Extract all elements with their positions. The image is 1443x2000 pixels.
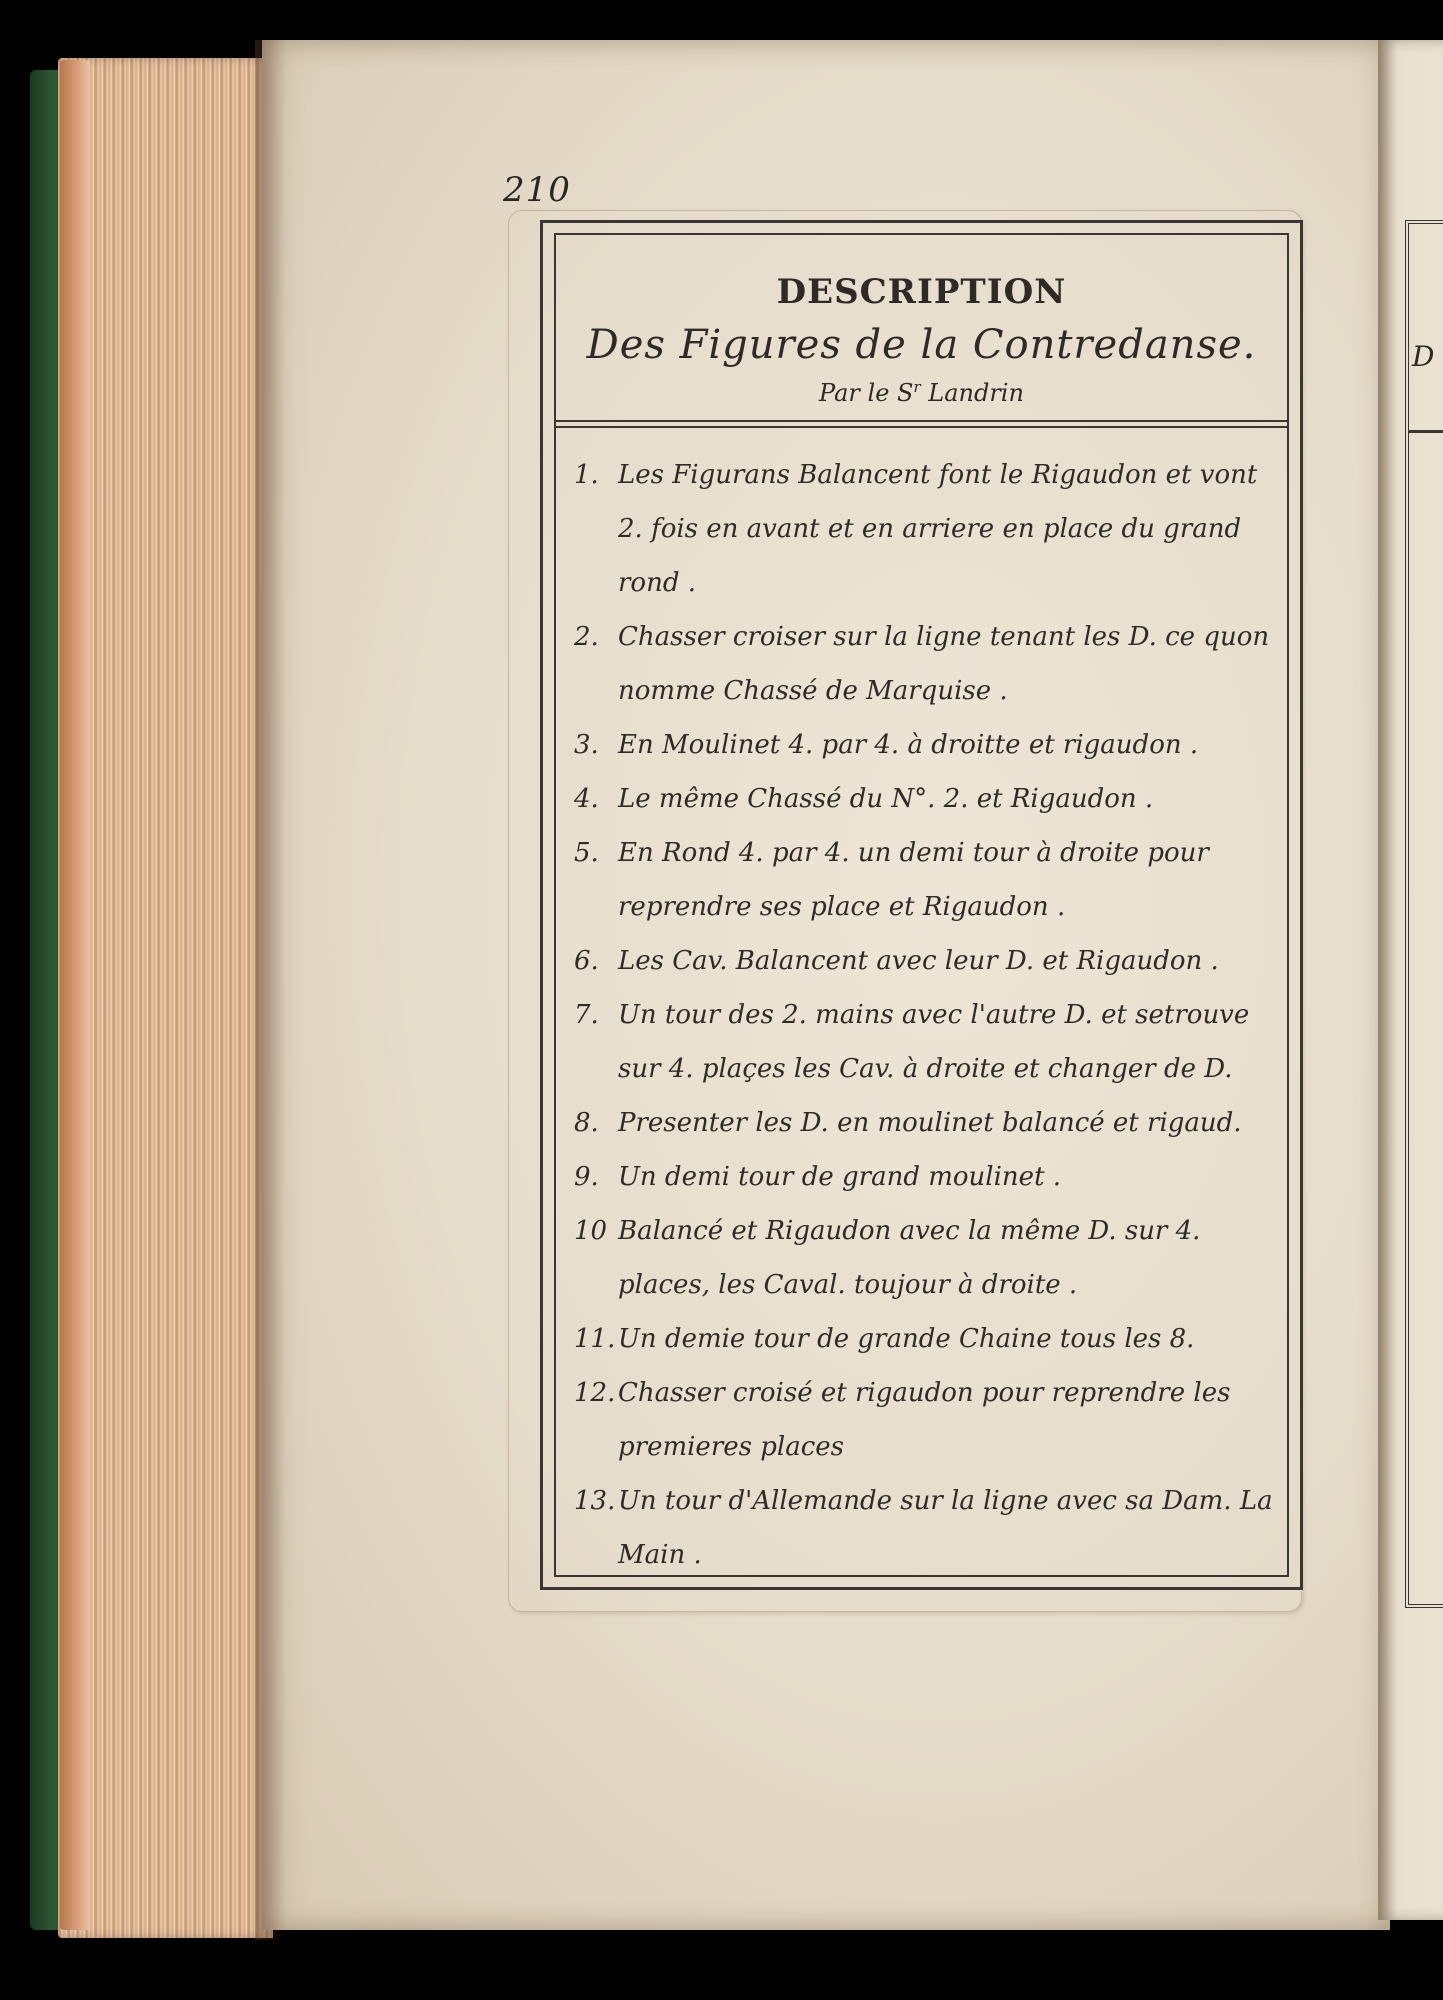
entry-number: 1. [574,460,599,490]
entry-text: Presenter les D. en moulinet balancé et rigaud. [618,1108,1242,1138]
entry-text: En Rond 4. par 4. un demi tour à droite pour reprendre ses place et Rigaudon . [618,838,1209,922]
page-subtitle: Des Figures de la Contredanse. [586,322,1257,368]
list-item [574,1474,1284,1582]
list-item [574,1312,1284,1366]
entry-text: Balancé et Rigaudon avec la même D. sur 4. places, les Caval. toujour à droite . [618,1216,1201,1300]
entry-number: 8. [574,1108,599,1138]
list-item [574,826,1284,934]
byline-name: Landrin [920,379,1024,407]
entry-text: Chasser croisé et rigaudon pour reprendre les premieres places [618,1378,1231,1462]
byline-prefix: Par le S [819,379,914,407]
entry-number: 13. [574,1486,616,1516]
list-item [574,610,1284,718]
entry-number: 2. [574,622,599,652]
list-item [574,1096,1284,1150]
entry-number: 3. [574,730,599,760]
page-number: 210 [503,170,571,210]
page-stack-edge [60,60,90,1930]
list-item [574,1204,1284,1312]
byline-superscript: r [913,378,921,396]
list-item [574,1150,1284,1204]
list-item [574,934,1284,988]
entry-text: Les Cav. Balancent avec leur D. et Rigaudon . [618,946,1219,976]
list-item [574,988,1284,1096]
entry-number: 6. [574,946,599,976]
list-item [574,718,1284,772]
entry-number: 9. [574,1162,599,1192]
title-divider [554,420,1289,422]
entry-text: Les Figurans Balancent font le Rigaudon et vont 2. fois en avant et en arriere en place du grand rond . [618,460,1258,598]
entry-number: 5. [574,838,599,868]
facing-page-frame [1405,220,1443,1608]
title-divider-double [554,426,1289,428]
figure-list [574,448,1284,1582]
entry-text: Un tour des 2. mains avec l'autre D. et setrouve sur 4. plaçes les Cav. à droite et changer de D. [618,1000,1250,1084]
page-title: DESCRIPTION [776,272,1067,312]
facing-page-fragment: D [1412,340,1435,373]
author-byline [554,378,1289,407]
list-item [574,1366,1284,1474]
facing-page-rule [1409,430,1443,433]
gutter-shadow [255,40,285,1940]
entry-number: 4. [574,784,599,814]
entry-number: 10 [574,1216,608,1246]
entry-text: Un demi tour de grand moulinet . [618,1162,1062,1192]
page-stack [58,58,273,1938]
list-item [574,772,1284,826]
entry-text: Un demie tour de grande Chaine tous les 8. [618,1324,1195,1354]
entry-text: Un tour d'Allemande sur la ligne avec sa Dam. La Main . [618,1486,1273,1570]
list-item [574,448,1284,610]
entry-number: 7. [574,1000,599,1030]
entry-number: 11. [574,1324,616,1354]
entry-text: En Moulinet 4. par 4. à droitte et rigaudon . [618,730,1199,760]
entry-text: Chasser croiser sur la ligne tenant les D. ce quon nomme Chassé de Marquise . [618,622,1270,706]
entry-number: 12. [574,1378,616,1408]
entry-text: Le même Chassé du N°. 2. et Rigaudon . [618,784,1154,814]
